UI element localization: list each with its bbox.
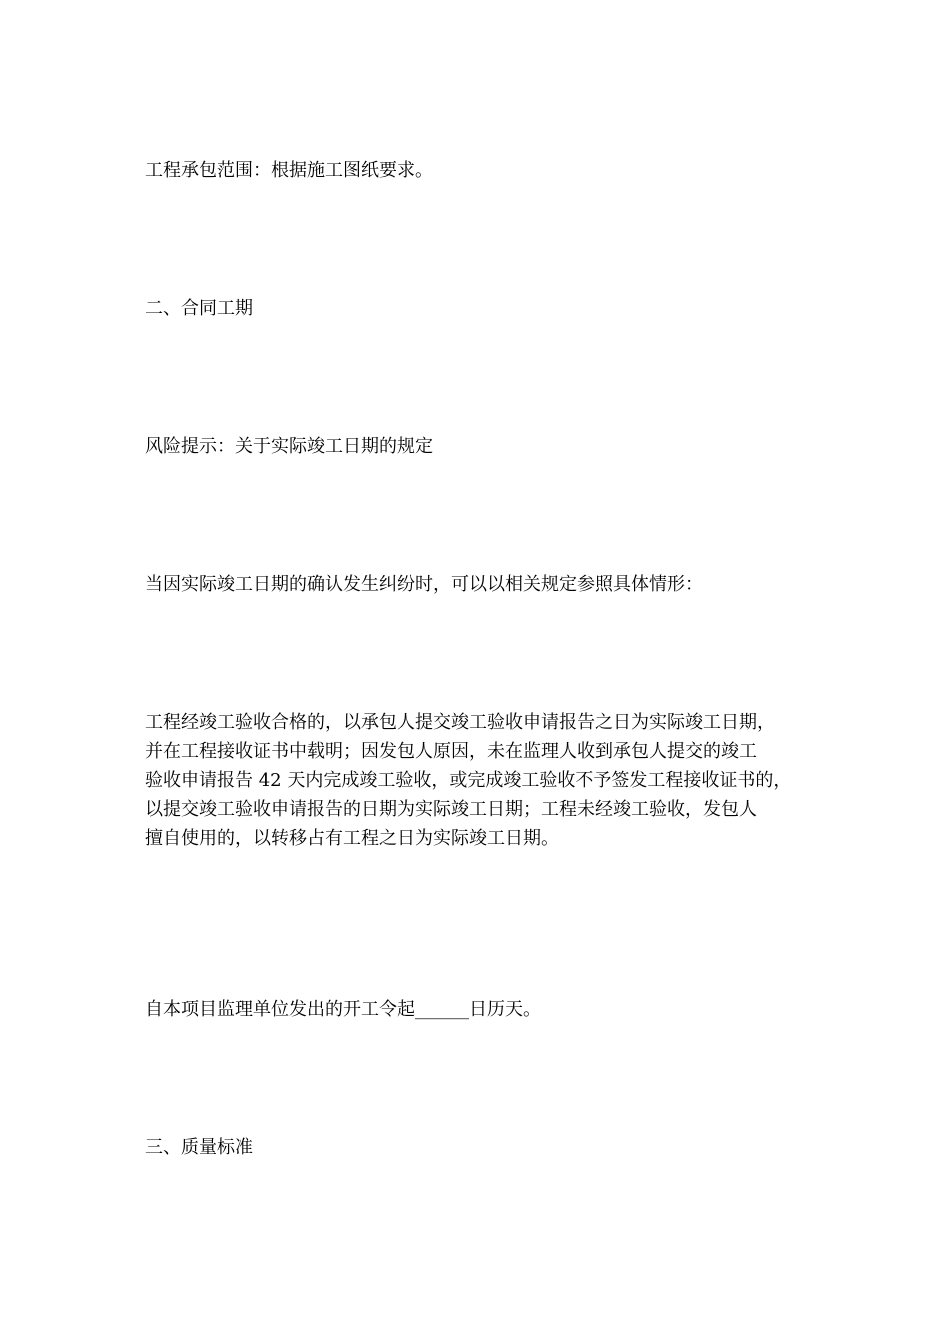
completion-rules-line: 以提交竣工验收申请报告的日期为实际竣工日期；工程未经竣工验收，发包人 [145,799,757,820]
completion-rules-line: 擅自使用的，以转移占有工程之日为实际竣工日期。 [145,828,559,849]
dispute-intro-paragraph: 当因实际竣工日期的确认发生纠纷时，可以以相关规定参照具体情形： [145,574,703,595]
section-heading-contract-period: 二、合同工期 [145,298,253,319]
completion-rules-line: 验收申请报告 42 天内完成竣工验收，或完成竣工验收不予签发工程接收证书的， [145,770,792,791]
risk-notice-title: 风险提示：关于实际竣工日期的规定 [145,436,433,457]
completion-rules-line: 工程经竣工验收合格的，以承包人提交竣工验收申请报告之日为实际竣工日期， [145,712,775,733]
section-heading-quality-standard: 三、质量标准 [145,1137,253,1158]
completion-rules-paragraph [145,708,825,853]
duration-clause-paragraph: 自本项目监理单位发出的开工令起______日历天。 [145,999,541,1020]
completion-rules-line: 并在工程接收证书中载明；因发包人原因，未在监理人收到承包人提交的竣工 [145,741,757,762]
scope-paragraph: 工程承包范围：根据施工图纸要求。 [145,160,433,181]
